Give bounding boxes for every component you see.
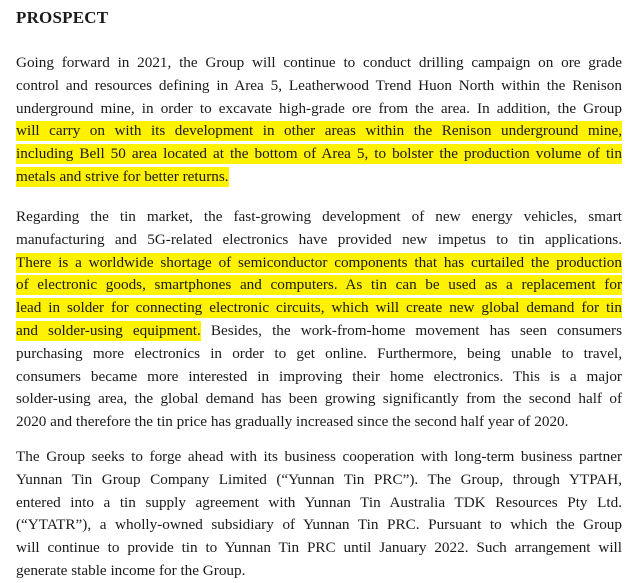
text-segment: Regarding the tin market, the fast-growing development of new energy vehicles, smart (16, 208, 622, 225)
text-segment: underground mine, in order to excavate high-grade ore from the area. In addition, the Group (16, 99, 622, 117)
text-line (16, 297, 622, 320)
text-segment: Going forward in 2021, the Group will continue to conduct drilling campaign on ore grade (16, 54, 622, 71)
paragraph-3 (16, 446, 622, 583)
text-line (16, 514, 622, 537)
text-segment: (“YTATR”), a wholly-owned subsidiary of Yunnan Tin PRC. Pursuant to which the Group (16, 516, 622, 534)
text-line (16, 537, 622, 560)
text-segment: Yunnan Tin Group Company Limited (“Yunnan Tin PRC”). The Group, through YTPAH, (16, 470, 622, 488)
text-segment: control and resources defining in Area 5, Leatherwood Trend Huon North within the Renison (16, 76, 622, 94)
text-line (16, 446, 622, 469)
paragraph-1 (16, 52, 622, 189)
text-line (16, 560, 622, 583)
text-segment: The Group seeks to forge ahead with its business cooperation with long-term business partner (16, 448, 622, 465)
highlighted-text: metals and strive for better returns. (16, 167, 229, 185)
paragraph-2 (16, 206, 622, 434)
text-line (16, 492, 622, 515)
text-line (16, 252, 622, 275)
highlighted-text: There is a worldwide shortage of semiconductor components that has curtailed the production (16, 253, 622, 271)
text-line (16, 98, 622, 121)
highlighted-text: will carry on with its development in other areas within the Renison underground mine, (16, 122, 622, 140)
text-line (16, 52, 622, 75)
text-segment: solder-using area, the global demand has been growing significantly from the second half of (16, 390, 622, 408)
text-line (16, 469, 622, 492)
text-segment: Besides, the work-from-home movement has seen consumers (200, 321, 623, 339)
text-line (16, 166, 622, 189)
text-line (16, 320, 622, 343)
text-line (16, 143, 622, 166)
text-line (16, 343, 622, 366)
text-line (16, 229, 622, 252)
section-heading: PROSPECT (16, 8, 109, 27)
text-segment: will continue to provide tin to Yunnan Tin PRC until January 2022. Such arrangement will (16, 539, 622, 557)
text-line (16, 120, 622, 143)
text-segment: consumers became more interested in improving their home electronics. This is a major (16, 367, 622, 385)
text-line (16, 388, 622, 411)
text-line (16, 366, 622, 389)
highlighted-text: including Bell 50 area located at the bottom of Area 5, to bolster the production volume of tin (16, 145, 622, 163)
highlighted-text: lead in solder for connecting electronic circuits, which will create new global demand for tin (16, 299, 622, 317)
text-segment: generate stable income for the Group. (16, 561, 246, 579)
text-segment: entered into a tin supply agreement with Yunnan Tin Australia TDK Resources Pty Ltd. (16, 493, 622, 511)
text-segment: purchasing more electronics in order to get online. Furthermore, being unable to travel, (16, 344, 622, 362)
text-line (16, 75, 622, 98)
highlighted-text: and solder-using equipment. (16, 321, 201, 339)
text-line (16, 206, 622, 229)
text-segment: 2020 and therefore the tin price has gradually increased since the second half year of 2020. (16, 413, 569, 431)
text-segment: manufacturing and 5G-related electronics have provided new impetus to tin applications. (16, 230, 622, 248)
text-line (16, 274, 622, 297)
highlighted-text: of electronic goods, smartphones and computers. As tin can be used as a replacement for (16, 276, 622, 294)
text-line (16, 411, 622, 434)
